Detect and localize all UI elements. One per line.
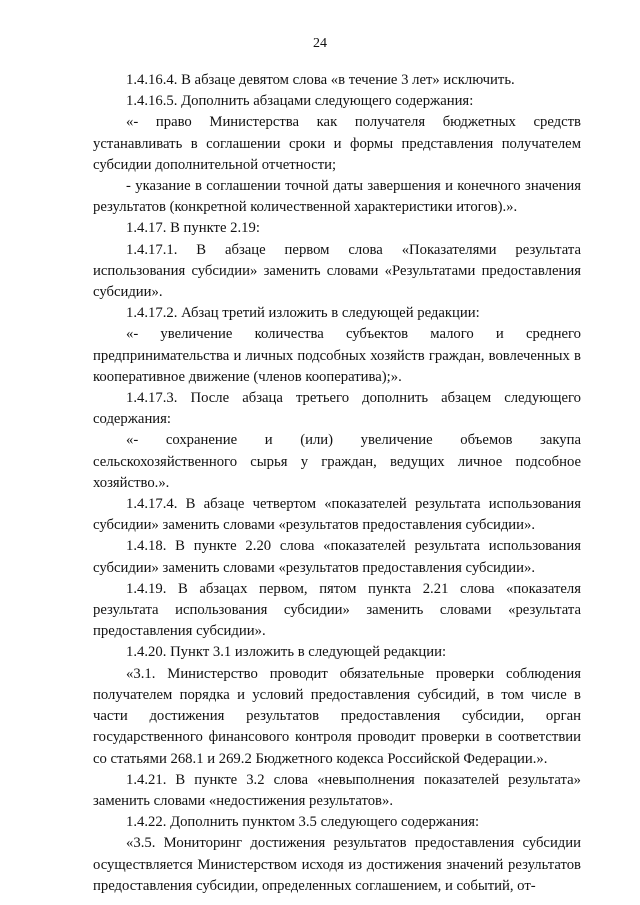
page-number: 24 xyxy=(313,36,327,51)
paragraph-1-4-16-5: 1.4.16.5. Дополнить абзацами следующего содержания: xyxy=(126,93,474,110)
quote-raw-material-purchase: «- сохранение и (или) увеличение объемов закупа сельскохозяйственного сырья у граждан, ведущих личное подсобное хозяйство.». xyxy=(93,432,581,491)
paragraph-1-4-18: 1.4.18. В пункте 2.20 слова «показателей результата использования субсидии» заменить словами «результатов предоставления субсидии». xyxy=(93,538,581,576)
quote-completion-date: - указание в соглашении точной даты завершения и конечного значения результатов (конкретной количественной характеристики итогов).». xyxy=(93,178,581,216)
paragraph-1-4-17: 1.4.17. В пункте 2.19: xyxy=(126,220,260,237)
paragraph-1-4-16-4: 1.4.16.4. В абзаце девятом слова «в течение 3 лет» исключить. xyxy=(126,72,515,88)
quote-ministry-right: «- право Министерства как получателя бюджетных средств устанавливать в соглашении сроки и формы представления получателем субсидии дополнительной отчетности; xyxy=(93,114,581,173)
quote-clause-3-1: «3.1. Министерство проводит обязательные проверки соблюдения получателем порядка и условий предоставления субсидий, в том числе в части достижения результатов предоставления субсидии, орган государственного финансового контроля проводит проверки в соответствии со статьями 268.1 и 269.2 Бюджетного кодекса Российской Федерации.». xyxy=(93,665,581,767)
paragraph-1-4-19: 1.4.19. В абзацах первом, пятом пункта 2.21 слова «показателя результата использования субсидии» заменить словами «результата предоставления субсидии». xyxy=(93,580,581,640)
paragraph-1-4-20: 1.4.20. Пункт 3.1 изложить в следующей редакции: xyxy=(126,644,447,661)
paragraph-1-4-17-3: 1.4.17.3. После абзаца третьего дополнить абзацем следующего содержания: xyxy=(93,390,581,428)
paragraph-1-4-17-2: 1.4.17.2. Абзац третий изложить в следующей редакции: xyxy=(126,305,480,322)
quote-cooperative-increase: «- увеличение количества субъектов малого и среднего предпринимательства и личных подсобных хозяйств граждан, вовлеченных в кооперативное движение (членов кооператива);». xyxy=(93,326,581,385)
quote-clause-3-5: «3.5. Мониторинг достижения результатов предоставления субсидии осуществляется Министерством исходя из достижения значений результатов предоставления субсидии, определенных соглашением, и событий, от- xyxy=(93,835,581,894)
document-body xyxy=(93,70,581,897)
paragraph-1-4-17-4: 1.4.17.4. В абзаце четвертом «показателей результата использования субсидии» заменить словами «результатов предоставления субсидии». xyxy=(93,496,581,534)
paragraph-1-4-21: 1.4.21. В пункте 3.2 слова «невыполнения показателей результата» заменить словами «недостижения результатов». xyxy=(93,771,581,809)
paragraph-1-4-17-1: 1.4.17.1. В абзаце первом слова «Показателями результата использования субсидии» заменить словами «Результатами предоставления субсидии». xyxy=(93,241,581,301)
paragraph-1-4-22: 1.4.22. Дополнить пунктом 3.5 следующего содержания: xyxy=(126,814,480,831)
